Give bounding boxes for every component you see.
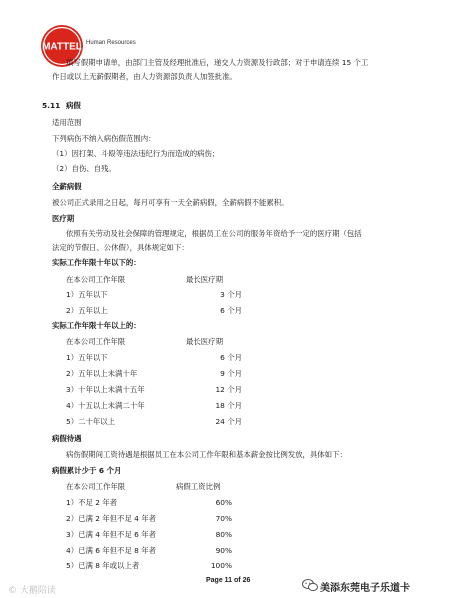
table1-col1: 在本公司工作年限 [66, 275, 126, 284]
table1-row-value: 3 个月 [220, 290, 242, 299]
scope-item-2: （2）自伤、自残。 [52, 164, 116, 173]
table3-row-label: 1）不足 2 年者 [66, 498, 118, 507]
logo-text: MATTEL [42, 41, 82, 53]
table3-col1: 在本公司工作年限 [66, 482, 126, 491]
table3-row-label: 4）已满 6 年但不足 8 年者 [66, 546, 157, 555]
sick-pay-desc: 病伤假期间工资待遇是根据员工在本公司工作年限和基本薪金按比例发放，具体如下： [66, 450, 347, 459]
table2-row-value: 18 个月 [215, 401, 242, 410]
table2-row-label: 3）十年以上未满十五年 [66, 385, 145, 394]
table2-row-label: 5）二十年以上 [66, 417, 116, 426]
wechat-icon [302, 578, 318, 592]
medical-desc-2: 法定的节假日、公休假），具体规定如下： [52, 243, 189, 252]
table2-row-label: 4）十五以上未满二十年 [66, 401, 145, 410]
medical-heading: 医疗期 [52, 214, 75, 223]
sick-pay-heading: 病假待遇 [52, 434, 82, 443]
table2-row-value: 6 个月 [220, 353, 242, 362]
intro-line-2: 作日或以上无薪假期者，由人力资源部负责人加签批准。 [52, 72, 237, 81]
table2-col2: 最长医疗期 [186, 337, 223, 346]
table1-row-value: 6 个月 [220, 306, 242, 315]
intro-line-1: 填写假期申请单，由部门主管及经理批准后，递交人力资源及行政部；对于申请连续 15 个工 [66, 58, 369, 67]
table3-heading: 病假累计少于 6 个月 [52, 466, 122, 475]
table3-row-value: 80% [215, 530, 232, 539]
table2-row-value: 12 个月 [215, 385, 242, 394]
table1-heading: 实际工作年限十年以下的： [52, 258, 141, 267]
table3-row-value: 90% [215, 546, 232, 555]
scope-desc: 下列病伤不纳入病伤假范围内： [52, 134, 156, 143]
table3-row-value: 60% [215, 498, 232, 507]
scope-item-1: （1）因打架、斗殴等违法违纪行为而造成的病伤； [52, 149, 220, 158]
table3-row-value: 70% [215, 514, 232, 523]
table2-row-value: 24 个月 [215, 417, 242, 426]
header-subtitle: Human Resources [86, 40, 136, 46]
full-pay-desc: 被公司正式录用之日起，每月可享有一天全薪病假，全薪病假不能累积。 [52, 198, 289, 207]
table2-col1: 在本公司工作年限 [66, 337, 126, 346]
table3-row-label: 2）已满 2 年但不足 4 年者 [66, 514, 157, 523]
table3-row-value: 100% [210, 561, 232, 570]
medical-desc-1: 依照有关劳动及社会保障的管理规定，根据员工在公司的服务年资给予一定的医疗期（包括 [66, 229, 362, 238]
scope-heading: 适用范围 [52, 118, 82, 127]
table3-row-label: 5）已满 8 年或以上者 [66, 561, 140, 570]
section-number: 5.11 [42, 101, 61, 110]
watermark-left: © 大鹅陪读 [8, 586, 56, 596]
table1-row-label: 1）五年以下 [66, 290, 108, 299]
table2-heading: 实际工作年限十年以上的： [52, 321, 141, 330]
table3-col2: 病假工资比例 [176, 482, 221, 491]
section-title: 病假 [66, 101, 81, 110]
table1-col2: 最长医疗期 [186, 275, 223, 284]
table2-row-label: 1）五年以下 [66, 353, 108, 362]
full-pay-heading: 全薪病假 [52, 182, 82, 191]
table1-row-label: 2）五年以上 [66, 306, 108, 315]
page-number: Page 11 of 26 [206, 577, 251, 584]
watermark-right: 美添东莞电子乐道卡 [320, 583, 410, 594]
table2-row-value: 9 个月 [220, 369, 242, 378]
table2-row-label: 2）五年以上未满十年 [66, 369, 138, 378]
table3-row-label: 3）已满 4 年但不足 6 年者 [66, 530, 157, 539]
